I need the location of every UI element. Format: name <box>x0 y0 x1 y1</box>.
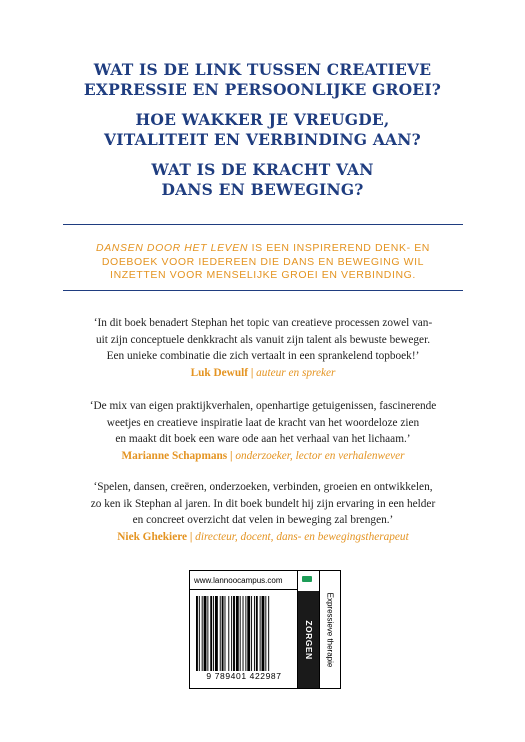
quote-1 <box>63 315 463 381</box>
question-3 <box>40 160 485 200</box>
question-2-line-2: VITALITEIT EN VERBINDING AAN? <box>104 130 421 149</box>
quote-2 <box>63 398 463 464</box>
quote-1-attribution <box>63 365 463 382</box>
quote-3-line-1: ‘Spelen, dansen, creëren, onderzoeken, verbinden, groeien en ontwikkelen, <box>93 481 433 493</box>
flag-icon <box>302 576 312 582</box>
publisher-url: www.lannoocampus.com <box>194 576 283 585</box>
quote-2-author: Marianne Schapmans | <box>121 449 233 462</box>
quote-2-line-2: weetjes en creatieve inspiratie laat de kracht van het woordeloze zien <box>106 416 420 429</box>
quote-3-line-3: en concreet overzicht dat velen in beweging zal brengen.’ <box>132 514 394 526</box>
quote-3-attribution <box>63 529 463 546</box>
questions-block <box>40 60 485 210</box>
blurb-line-3: INZETTEN VOOR MENSELIJKE GROEI EN VERBINDING. <box>110 269 416 281</box>
genre-band <box>320 571 340 688</box>
quote-2-line-3: en maakt dit boek een ware ode aan het verhaal van het lichaam.’ <box>115 433 411 445</box>
question-1-line-1: WAT IS DE LINK TUSSEN CREATIEVE <box>93 60 432 79</box>
quote-3-author: Niek Ghekiere | <box>117 530 193 543</box>
quote-1-line-3: Een unieke combinatie die zich vertaalt in een sprankelend topboek!’ <box>106 350 420 362</box>
question-2-line-1: HOE WAKKER JE VREUGDE, <box>135 110 390 129</box>
quote-3 <box>63 479 463 545</box>
question-2 <box>40 110 485 150</box>
quote-3-line-2: zo ken ik Stephan al jaren. In dit boek bundelt hij zijn ervaring in een helder <box>90 497 436 510</box>
question-1 <box>40 60 485 100</box>
genre-label: Expressieve therapie <box>325 592 335 667</box>
question-1-line-2: EXPRESSIE EN PERSOONLIJKE GROEI? <box>83 80 442 99</box>
question-3-line-2: DANS EN BEWEGING? <box>161 180 364 199</box>
isbn-number: 9 789401 422987 <box>206 671 282 681</box>
book-blurb <box>70 242 456 283</box>
category-label: ZORGEN <box>303 619 314 660</box>
blurb-line-1-rest: IS EEN INSPIREREND DENK- EN <box>248 242 430 254</box>
quote-1-role: auteur en spreker <box>256 366 336 379</box>
quote-3-role: directeur, docent, dans- en bewegingstherapeut <box>195 530 409 543</box>
divider-top <box>63 224 463 225</box>
quote-2-line-1: ‘De mix van eigen praktijkverhalen, openhartige getuigenissen, fascinerende <box>89 400 437 412</box>
quote-1-line-1: ‘In dit boek benadert Stephan het topic van creatieve processen zowel van- <box>93 317 433 329</box>
category-band <box>298 591 319 688</box>
quote-2-role: onderzoeker, lector en verhalenwever <box>235 449 405 462</box>
barcode-panel <box>189 570 341 689</box>
quote-1-line-2: uit zijn conceptuele denkkracht als vanuit zijn talent als bewuste beweger. <box>95 333 431 346</box>
question-3-line-1: WAT IS DE KRACHT VAN <box>151 160 374 179</box>
blurb-line-2: DOEBOEK VOOR IEDEREEN DIE DANS EN BEWEGING WIL <box>101 255 425 268</box>
divider-bottom <box>63 290 463 291</box>
barcode-divider-horizontal <box>190 589 297 590</box>
barcode-icon <box>196 596 292 671</box>
blurb-line-1 <box>70 242 456 256</box>
book-title: DANSEN DOOR HET LEVEN <box>96 242 249 254</box>
quote-1-author: Luk Dewulf | <box>190 366 254 379</box>
quote-2-attribution <box>63 448 463 465</box>
